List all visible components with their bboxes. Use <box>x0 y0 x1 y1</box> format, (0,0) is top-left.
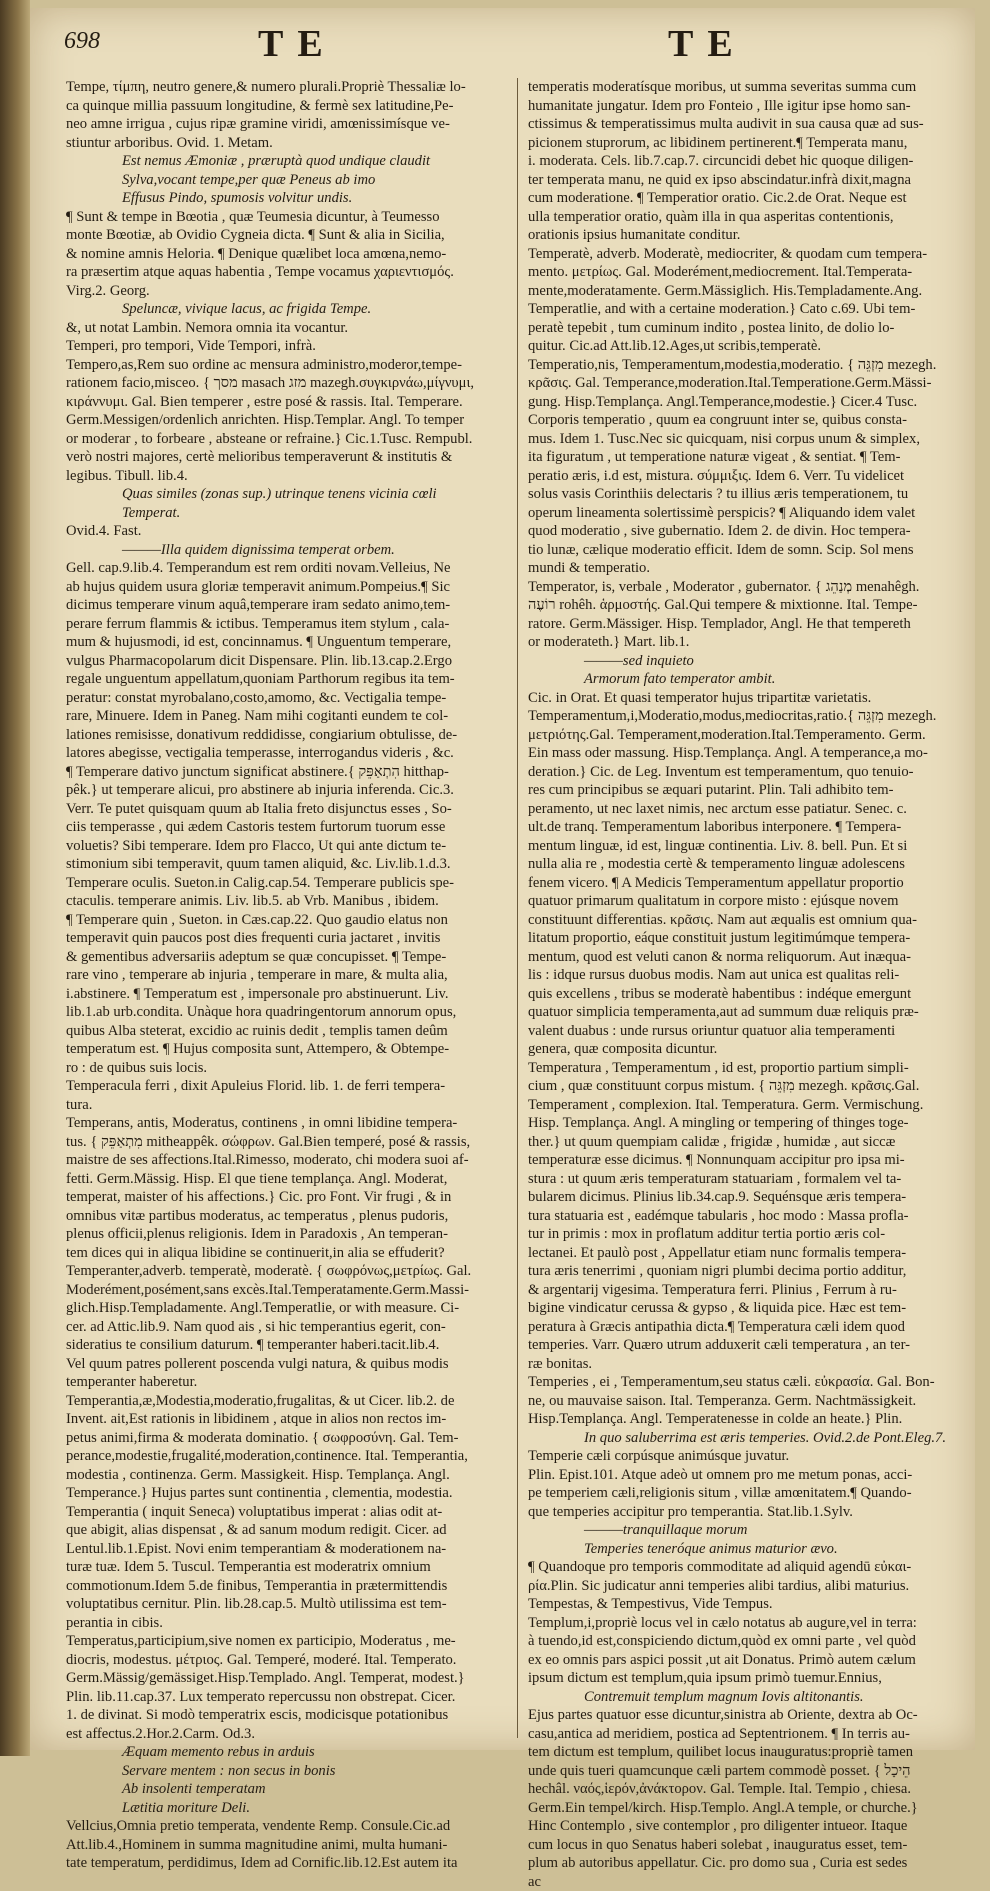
text-line: Vellcius,Omnia pretio temperata, vendente Remp. Consule.Cic.ad <box>66 1817 506 1836</box>
text-line: tem dictum est templum, quilibet locus inauguratus:propriè tamen <box>528 1743 968 1762</box>
text-line: ¶ Temperare quin , Sueton. in Cæs.cap.22. Quo gaudio elatus non <box>66 911 506 930</box>
text-line: ¶ Quandoque pro temporis commoditate ad aliquid agendū εὐκαι- <box>528 1558 968 1577</box>
text-line: glich.Hisp.Templadamente. Angl.Temperatlie, or with measure. Ci- <box>66 1299 506 1318</box>
text-line: dicimus temperare vinum aquâ,temperare iram sedato animo,tem- <box>66 596 506 615</box>
text-line: peratè tepebit , tum cuminum indito , postea linito, de dolio lo- <box>528 319 968 338</box>
text-line: ex eo omnis pars aspici possit ,ut ait Donatus. Primò autem cælum <box>528 1651 968 1670</box>
text-line: perantia in cibis. <box>66 1614 506 1633</box>
dictionary-page <box>30 8 975 1750</box>
text-line: quatuor primarum qualitatum in corpore misto : ejúsque novem <box>528 892 968 911</box>
text-line: mento. μετρίως. Gal. Moderément,mediocrement. Ital.Temperata- <box>528 263 968 282</box>
text-line: lis : idque rursus duobus modis. Nam aut unica est qualitas reli- <box>528 966 968 985</box>
text-line: gung. Hisp.Templança. Angl.Temperance,modestie.} Cicer.4 Tusc. <box>528 393 968 412</box>
text-line: Temperans, antis, Moderatus, continens , in omni libidine tempera- <box>66 1114 506 1133</box>
text-line: constituunt differentias. κρᾶσις. Nam aut æqualis est omnium qua- <box>528 911 968 930</box>
text-line: 1. de divinat. Si modò temperatrix escis, modicisque potationibus <box>66 1706 506 1725</box>
text-line: Virg.2. Georg. <box>66 282 506 301</box>
text-line: Effusus Pindo, spumosis volvitur undis. <box>66 189 506 208</box>
text-line: voluetis? Sibi temperare. Idem pro Flacco, Ut qui ante dictum te- <box>66 837 506 856</box>
text-line: orationis ipsius humanitate conditur. <box>528 226 968 245</box>
text-line: μετριότης.Gal. Temperament,moderation.Ital.Temperamento. Germ. <box>528 726 968 745</box>
text-line: verò nostri majores, certè melioribus temperaverunt & institutis & <box>66 448 506 467</box>
text-line: regale unguentum appellatum,quoniam Parthorum regibus ita tem- <box>66 670 506 689</box>
text-line: neo amne irrigua , cujus ripæ gramine viridi, amœnissimísque ve- <box>66 115 506 134</box>
text-line: hechâl. ναός,ἱερόν,ἀνάκτορον. Gal. Temple. Ital. Tempio , chiesa. <box>528 1780 968 1799</box>
text-line: Lætitia moriture Deli. <box>66 1799 506 1818</box>
text-line: voluptatibus cernitur. Plin. lib.28.cap.5. Multò utilissima est tem- <box>66 1595 506 1614</box>
text-line: Temperies teneróque animus maturior ævo. <box>528 1540 968 1559</box>
text-line: deration.} Cic. de Leg. Inventum est temperamentum, quo tenuio- <box>528 763 968 782</box>
text-line: Plin. lib.11.cap.37. Lux temperato repercussu non obstrepat. Cicer. <box>66 1688 506 1707</box>
text-line: & argentarij vigesima. Temperatura ferri. Plinius , Ferrum à ru- <box>528 1281 968 1300</box>
text-line: casu,antica ad meridiem, postica ad Septentrionem. ¶ In terris au- <box>528 1725 968 1744</box>
text-line: cium , quæ constituunt corpus mistum. { מִזְגֵּה mezegh. κρᾶσις.Gal. <box>528 1077 968 1096</box>
text-line: ciis temperasse , qui ædem Castoris testem furtorum tuorum esse <box>66 818 506 837</box>
text-line: nulla alia re , modestia certè & temperamento linguæ adolescens <box>528 855 968 874</box>
text-line: peratura à Græcis antipathia dicta.¶ Temperatura cæli idem quod <box>528 1318 968 1337</box>
text-line: Verr. Te putet quisquam quum ab Italia freto disjunctus esses , So- <box>66 800 506 819</box>
text-line: Gell. cap.9.lib.4. Temperandum est rem orditi novam.Velleius, Ne <box>66 559 506 578</box>
text-line: commotionum.Idem 5.de finibus, Temperantia in prætermittendis <box>66 1577 506 1596</box>
text-line: Att.lib.4.,Hominem in summa magnitudine animi, multa humani- <box>66 1836 506 1855</box>
text-line: est affectus.2.Hor.2.Carm. Od.3. <box>66 1725 506 1744</box>
column-divider <box>517 78 518 1738</box>
text-line: Temperatio,nis, Temperamentum,modestia,moderatio. { מִזְגֵּה mezegh. <box>528 356 968 375</box>
text-line: ¶ Temperare dativo junctum significat abstinere.{ הִתְאַפֵּק hitthap- <box>66 763 506 782</box>
text-line: Invent. ait,Est rationis in libidinem , atque in alios non rectos im- <box>66 1410 506 1429</box>
text-line: ab hujus quidem usura gloriæ temperavit animum.Pompeius.¶ Sic <box>66 578 506 597</box>
text-line: diocris, modestus. μέτριος. Gal. Temperé, moderé. Ital. Temperato. <box>66 1651 506 1670</box>
text-line: κιράννυμι. Gal. Bien temperer , estre posé & rassis. Ital. Temperare. <box>66 393 506 412</box>
text-line: &, ut notat Lambin. Nemora omnia ita vocantur. <box>66 319 506 338</box>
text-line: à tuendo,id est,conspiciendo dictum,quòd ex omni parte , vel quòd <box>528 1632 968 1651</box>
text-line: Æquam memento rebus in arduis <box>66 1743 506 1762</box>
text-line: bigine vindicatur cerussa & gypso , & liquida pice. Hæc est tem- <box>528 1299 968 1318</box>
text-line: ult.de tranq. Temperamentum laboribus interponere. ¶ Tempera- <box>528 818 968 837</box>
text-line: temperanter haberetur. <box>66 1373 506 1392</box>
text-line: que abigit, alias dispensat , & ad sanum modum redigit. Cicer. ad <box>66 1521 506 1540</box>
text-line: Ein mass oder massung. Hisp.Templança. Angl. A temperance,a mo- <box>528 744 968 763</box>
text-line: mente,moderatamente. Germ.Mässiglich. His.Templadamente.Ang. <box>528 282 968 301</box>
text-line: plum ab autoribus appellatur. Cic. pro domo sua , Curia est sedes <box>528 1854 968 1873</box>
text-line: latores abegisse, vectigalia temperasse, interrogandus videris , &c. <box>66 744 506 763</box>
text-line: quatuor simplicia temperamenta,aut ad summum duæ reliquis præ- <box>528 1003 968 1022</box>
text-line: ———Illa quidem dignissima temperat orbem. <box>66 541 506 560</box>
text-line: Moderément,posément,sans excès.Ital.Temperatamente.Germ.Massi- <box>66 1281 506 1300</box>
text-line: humanitate jungatur. Idem pro Fonteio , Ille igitur ipse homo san- <box>528 97 968 116</box>
text-line: Temperance.} Hujus partes sunt continentia , clementia, modestia. <box>66 1484 506 1503</box>
text-line: Est nemus Æmoniæ , præruptà quod undique claudit <box>66 152 506 171</box>
page-number: 698 <box>64 28 100 55</box>
text-line: modestia , continenza. Germ. Massigkeit. Hisp. Templança. Angl. <box>66 1466 506 1485</box>
page-header <box>30 22 975 72</box>
text-line: Temperatus,participium,sive nomen ex participio, Moderatus , me- <box>66 1632 506 1651</box>
text-line: pe temperiem cæli,religionis situm , villæ amœnitatem.¶ Quando- <box>528 1484 968 1503</box>
text-line: ro : de quibus suis locis. <box>66 1059 506 1078</box>
text-line: Germ.Ein tempel/kirch. Hisp.Templo. Angl.A temple, or churche.} <box>528 1799 968 1818</box>
text-line: quod moderatio , sive gubernatio. Idem 2. de divin. Hoc tempera- <box>528 522 968 541</box>
text-line: tura. <box>66 1096 506 1115</box>
text-line: or moderateth.} Mart. lib.1. <box>528 633 968 652</box>
text-line: Ejus partes quatuor esse dicuntur,sinistra ab Oriente, dextra ab Oc- <box>528 1706 968 1725</box>
text-line: Temperator, is, verbale , Moderator , gubernator. { מְנַהֵג menahêgh. <box>528 578 968 597</box>
text-line: ra præsertim atque aquas habentia , Tempe vocamus χαριεντισμός. <box>66 263 506 282</box>
text-line: mentum, quod est veluti canon & norma reliquorum. Aut inæqua- <box>528 948 968 967</box>
text-line: Temperat. <box>66 504 506 523</box>
text-line: κρᾶσις. Gal. Temperance,moderation.Ital.Temperatione.Germ.Mässi- <box>528 374 968 393</box>
text-line: Temperanter,adverb. temperatè, moderatè. { σωφρόνως,μετρίως. Gal. <box>66 1262 506 1281</box>
text-line: tem dices qui in aliqua libidine se continuerit,in alia se effuderit? <box>66 1244 506 1263</box>
text-line: or moderar , to forbeare , absteane or refraine.} Cic.1.Tusc. Rempubl. <box>66 430 506 449</box>
text-line: Sylva,vocant tempe,per quæ Peneus ab imo <box>66 171 506 190</box>
text-line: turæ tuæ. Idem 5. Tuscul. Temperantia est moderatrix omnium <box>66 1558 506 1577</box>
text-line: ctaculis. temperare animis. Liv. lib.5. ab Vrb. Manibus , ibidem. <box>66 892 506 911</box>
text-line: tus. { מִתְאַפֵּק mitheappêk. σώφρων. Gal.Bien temperé, posé & rassis, <box>66 1133 506 1152</box>
text-line: cum moderatione. ¶ Temperatior oratio. Cic.2.de Orat. Neque est <box>528 189 968 208</box>
text-line: genera, quæ composita dicuntur. <box>528 1040 968 1059</box>
text-line: tur in primis : mox in proflatum additur tertia portio æris col- <box>528 1225 968 1244</box>
text-line: ne, ou mauvaise saison. Ital. Temperanza. Germ. Nachtmässigkeit. <box>528 1392 968 1411</box>
text-line: lationes remisisse, donativum reddidisse, congiarium obtulisse, de- <box>66 726 506 745</box>
text-line: peratio æris, i.d est, mistura. σύμμιξις. Idem 6. Verr. Tu videlicet <box>528 467 968 486</box>
text-line: ca quinque millia passuum longitudine, & fermè sex latitudine,Pe- <box>66 97 506 116</box>
text-line: ter temperata manu, ne quid ex ipso abscindatur.infrà dixit,magna <box>528 171 968 190</box>
text-line: valent duabus : unde rursus oriuntur quatuor alia temperamenti <box>528 1022 968 1041</box>
text-line: Templum,i,propriè locus vel in cælo notatus ab augure,vel in terra: <box>528 1614 968 1633</box>
text-line: ———sed inquieto <box>528 652 968 671</box>
text-line: Lentul.lib.1.Epist. Novi enim temperantiam & moderationem na- <box>66 1540 506 1559</box>
text-line: Plin. Epist.101. Atque adeò ut omnem pro me metum ponas, acci- <box>528 1466 968 1485</box>
book-binding <box>0 0 30 1756</box>
text-line: temperavit quin paucos post dies frequenti curia jactaret , invitis <box>66 929 506 948</box>
text-line: temperatis moderatísque moribus, ut summa severitas summa cum <box>528 78 968 97</box>
text-line: In quo saluberrima est æris temperies. Ovid.2.de Pont.Eleg.7. <box>528 1429 968 1448</box>
text-line: ρία.Plin. Sic judicatur anni temperies alibi tardius, alibi maturius. <box>528 1577 968 1596</box>
text-line: monte Bœotiæ, ab Ovidio Cygneia dicta. ¶ Sunt & alia in Sicilia, <box>66 226 506 245</box>
text-line: fenem vicero. ¶ A Medicis Temperamentum appellatur proportio <box>528 874 968 893</box>
text-line: Ovid.4. Fast. <box>66 522 506 541</box>
text-line: Hinc Contemplo , sive contemplor , pro diligenter intueor. Itaque <box>528 1817 968 1836</box>
text-line: quitur. Cic.ad Att.lib.12.Ages,ut scribis,temperatè. <box>528 337 968 356</box>
text-line: Cic. in Orat. Et quasi temperator hujus tripartitæ varietatis. <box>528 689 968 708</box>
text-line: cer. ad Attic.lib.9. Nam quod ais , si hic temperantius egerit, con- <box>66 1318 506 1337</box>
text-line: omnibus vitæ partibus moderatus, ac temperatus , plenus pudoris, <box>66 1207 506 1226</box>
text-line: i. moderata. Cels. lib.7.cap.7. circuncidi debet hic quoque diligen- <box>528 152 968 171</box>
text-line: ¶ Sunt & tempe in Bœotia , quæ Teumesia dicuntur, à Teumesso <box>66 208 506 227</box>
text-line: perance,modestie,frugalité,moderation,continence. Ital. Temperantia, <box>66 1447 506 1466</box>
text-line: res cum principibus se æquari putarint. Plin. Tali adhibito tem- <box>528 781 968 800</box>
text-line: mum & hujusmodi, id est, concinnamus. ¶ Unguentum temperare, <box>66 633 506 652</box>
text-line: Temperatlie, and with a certaine moderation.} Cato c.69. Ubi tem- <box>528 300 968 319</box>
text-line: Ab insolenti temperatam <box>66 1780 506 1799</box>
text-line: stiuntur arboribus. Ovid. 1. Metam. <box>66 134 506 153</box>
text-line: rationem facio,misceo. { מסך masach מזג mazegh.συγκιρνάω,μίγνυμι, <box>66 374 506 393</box>
text-line: Speluncæ, vivique lacus, ac frigida Tempe. <box>66 300 506 319</box>
text-line: Tempe, τίμπη, neutro genere,& numero plurali.Propriè Thessaliæ lo- <box>66 78 506 97</box>
text-line: solus vasis Corinthiis delectaris ? tu illius æris temperationem, tu <box>528 485 968 504</box>
text-line: bularem dicimus. Plinius lib.34.cap.9. Sequénsque æris tempera- <box>528 1188 968 1207</box>
text-line: quis excellens , tribus se moderatè habentibus : indéque emergunt <box>528 985 968 1004</box>
text-line: ræ bonitas. <box>528 1355 968 1374</box>
text-line: Servare mentem : non secus in bonis <box>66 1762 506 1781</box>
text-line: Temperamentum,i,Moderatio,modus,mediocritas,ratio.{ מִזְגֵּה mezegh. <box>528 707 968 726</box>
text-line: pêk.} ut temperare alicui, pro abstinere ab injuria inferenda. Cic.3. <box>66 781 506 800</box>
text-line: temperies. Varr. Quæro utrum adduxerit cæli temperatura , an ter- <box>528 1336 968 1355</box>
text-line: lectanei. Et paulò post , Appellatur etiam nunc formalis tempera- <box>528 1244 968 1263</box>
text-line: Tempestas, & Tempestivus, Vide Tempus. <box>528 1595 968 1614</box>
text-line: Vel quum patres pollerent poscenda vulgi natura, & quibus modis <box>66 1355 506 1374</box>
text-line: Quas similes (zonas sup.) utrinque tenens vicinia cœli <box>66 485 506 504</box>
text-line: Hisp. Templança. Angl. A mingling or tempering of thinges toge- <box>528 1114 968 1133</box>
text-line: Corporis temperatio , quum ea congruunt inter se, quibus consta- <box>528 411 968 430</box>
text-line: temperatum est. ¶ Hujus composita sunt, Attempero, & Obtempe- <box>66 1040 506 1059</box>
text-line: temperat, maister of his affections.} Cic. pro Font. Vir frugi , & in <box>66 1188 506 1207</box>
text-line: i.abstinere. ¶ Temperatum est , impersonale pro abstinuerunt. Liv. <box>66 985 506 1004</box>
text-line: mentum linguæ, id est, linguæ continentia. Liv. 8. bell. Pun. Et si <box>528 837 968 856</box>
text-line: rare, Minuere. Idem in Paneg. Nam mihi cogitanti eundem te col- <box>66 707 506 726</box>
text-line: Armorum fato temperator ambit. <box>528 670 968 689</box>
text-line: Temperie cæli corpúsque animúsque juvatur. <box>528 1447 968 1466</box>
text-line: cum locus in quo Senatus haberi solebat , inauguratus esset, tem- <box>528 1836 968 1855</box>
text-line: Temperament , complexion. Ital. Temperatura. Germ. Vermischung. <box>528 1096 968 1115</box>
text-line: Temperi, pro tempori, Vide Tempori, infrà. <box>66 337 506 356</box>
right-column <box>528 78 968 1738</box>
text-line: Germ.Mässig/gemässiget.Hisp.Templado. Angl. Temperat, modest.} <box>66 1669 506 1688</box>
text-line: perare ferrum flammis & ictibus. Temperamus item stylum , cala- <box>66 615 506 634</box>
text-line: tio lunæ, cælique moderatio efficit. Idem de somn. Scip. Sol mens <box>528 541 968 560</box>
text-line: Contremuit templum magnum Iovis altitonantis. <box>528 1688 968 1707</box>
text-line: ulla temperatior oratio, quàm illa in qua asperitas contentionis, <box>528 208 968 227</box>
text-line: tate temperatum, perdidimus, Idem ad Cornific.lib.12.Est autem ita <box>66 1854 506 1873</box>
text-line: רוֹעֶה rohêh. ἁρμοστής. Gal.Qui tempere & mixtionne. Ital. Tempe- <box>528 596 968 615</box>
text-line: peramento, ut nec laxet nimis, nec arctum esse patiatur. Senec. c. <box>528 800 968 819</box>
text-line: que temperies accipitur pro temperantia. Stat.lib.1.Sylv. <box>528 1503 968 1522</box>
running-head-left: TE <box>258 22 337 66</box>
text-line: Temperies , ei , Temperamentum,seu status cæli. εὐκρασία. Gal. Bon- <box>528 1373 968 1392</box>
text-line: stura : ut quum æris temperaturam statuariam , formalem vel ta- <box>528 1170 968 1189</box>
text-line: peratur: constat myrobalano,costo,amomo, &c. Vectigalia tempe- <box>66 689 506 708</box>
text-line: maistre de ses affections.Ital.Rimesso, moderato, chi modera suoi af- <box>66 1151 506 1170</box>
text-line: Temperantia ( inquit Seneca) voluptatibus imperat : alias odit at- <box>66 1503 506 1522</box>
text-line: ctissimus & temperatissimus multa audivit in sua causa quæ ad sus- <box>528 115 968 134</box>
text-line: Temperatè, adverb. Moderatè, mediocriter, & quodam cum tempera- <box>528 245 968 264</box>
text-line: picionem stuprorum, ac libidinem pertinerent.¶ Temperata manu, <box>528 134 968 153</box>
text-line: vulgus Pharmacopolarum dicit Dispensare. Plin. lib.13.cap.2.Ergo <box>66 652 506 671</box>
text-line: plenus officii,plenus religionis. Idem in Paradoxis , An temperan- <box>66 1225 506 1244</box>
text-line: quibus Alba steterat, excidio ac ruinis dedit , templis tamen deûm <box>66 1022 506 1041</box>
text-line: rare vino , temperare ab injuria , temperare in mare, & multa alia, <box>66 966 506 985</box>
text-line: stimonium sibi temperavit, quum tamen aliquid, &c. Liv.lib.1.d.3. <box>66 855 506 874</box>
text-line: fetti. Germ.Mässig. Hisp. El que tiene templança. Angl. Moderat, <box>66 1170 506 1189</box>
text-line: mundi & temperatio. <box>528 559 968 578</box>
text-line: Tempero,as,Rem suo ordine ac mensura administro,moderor,tempe- <box>66 356 506 375</box>
text-line: Temperare oculis. Sueton.in Calig.cap.54. Temperare publicis spe- <box>66 874 506 893</box>
text-line: litatum proportio, eáque constituit justum legitimúmque tempera- <box>528 929 968 948</box>
text-line: unde quis tueri quamcunque cæli partem commodè posset. { הֵיכָל <box>528 1762 968 1781</box>
text-line: petus animi,firma & moderata dominatio. { σωφροσύνη. Gal. Tem- <box>66 1429 506 1448</box>
text-line: & nomine amnis Heloria. ¶ Denique quælibet loca amœna,nemo- <box>66 245 506 264</box>
text-line: ———tranquillaque morum <box>528 1521 968 1540</box>
text-line: ipsum dictum est templum,quia ipsum primò tuemur.Ennius, <box>528 1669 968 1688</box>
left-column <box>66 78 506 1738</box>
text-line: Hisp.Templança. Angl. Temperatenesse in colde an heate.} Plin. <box>528 1410 968 1429</box>
text-line: temperaturæ esse dicimus. ¶ Nonnunquam accipitur pro ipsa mi- <box>528 1151 968 1170</box>
text-line: legibus. Tibull. lib.4. <box>66 467 506 486</box>
text-line: ac <box>528 1873 968 1891</box>
text-line: lib.1.ab urb.condita. Unàque hora quadringentorum annorum opus, <box>66 1003 506 1022</box>
text-line: & gementibus adversariis adeptum se quæ concupisset. ¶ Tempe- <box>66 948 506 967</box>
text-line: sideratius te consilium daturum. ¶ temperanter haberi.tacit.lib.4. <box>66 1336 506 1355</box>
text-line: Temperacula ferri , dixit Apuleius Florid. lib. 1. de ferri tempera- <box>66 1077 506 1096</box>
text-line: tura statuaria est , eadémque tabularis , hoc modo : Massa profla- <box>528 1207 968 1226</box>
text-line: ratore. Germ.Mässiger. Hisp. Templador, Angl. He that tempereth <box>528 615 968 634</box>
running-head-right: TE <box>668 22 747 66</box>
text-line: operum lineamenta solertissimè perspicis? ¶ Aliquando idem valet <box>528 504 968 523</box>
text-line: Germ.Messigen/ordenlich anrichten. Hisp.Templar. Angl. To temper <box>66 411 506 430</box>
text-line: ther.} ut quum quempiam calidæ , frigidæ , humidæ , aut siccæ <box>528 1133 968 1152</box>
text-line: Temperantia,æ,Modestia,moderatio,frugalitas, & ut Cicer. lib.2. de <box>66 1392 506 1411</box>
text-line: tura æris tenerrimi , quoniam nigri plumbi decima portio additur, <box>528 1262 968 1281</box>
text-line: ita figuratum , ut temperatione naturæ vigeat , & sentiat. ¶ Tem- <box>528 448 968 467</box>
text-line: Temperatura , Temperamentum , id est, proportio partium simpli- <box>528 1059 968 1078</box>
text-line: mus. Idem 1. Tusc.Nec sic quicquam, nisi corpus unum & simplex, <box>528 430 968 449</box>
